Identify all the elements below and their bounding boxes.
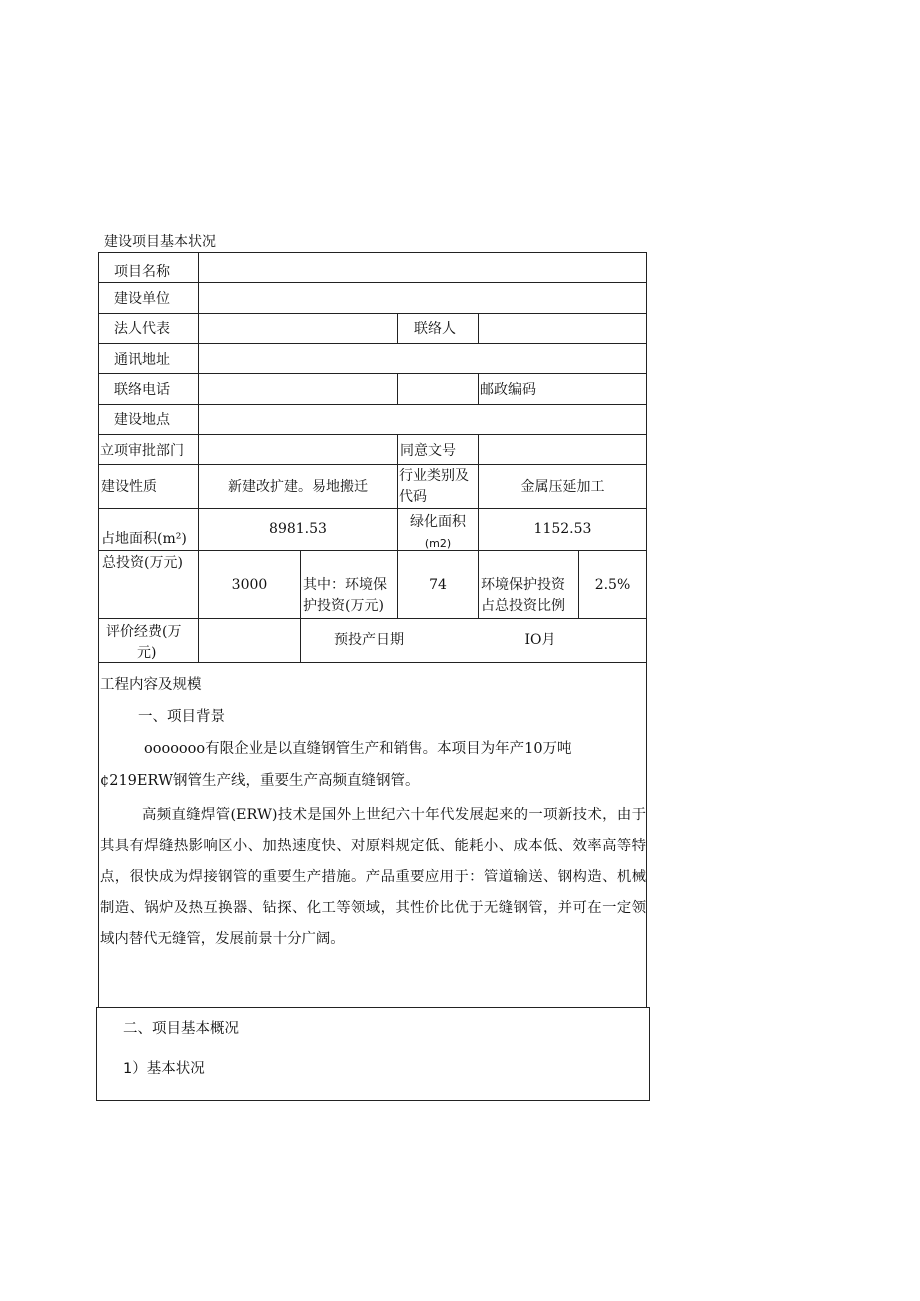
label-contact: 联络人 [414,321,456,337]
label-env-invest-1: 其中：环境保 [303,577,387,593]
label-industry-2: 代码 [399,489,427,505]
value-area: 8981.53 [269,521,327,537]
value-invest: 3000 [231,577,268,593]
label-eval-fee-2: 元) [137,645,157,661]
value-industry: 金属压延加工 [520,479,605,495]
label-legal-rep: 法人代表 [114,321,170,337]
content-heading: 工程内容及规模 [100,677,202,693]
col-divider [397,373,398,404]
label-green: 绿化面积 [410,514,466,530]
label-area: 占地面积(m²) [101,531,187,547]
section2-sub: 1）基本状况 [123,1061,205,1077]
col-divider [397,434,398,550]
label-industry-1: 行业类别及 [399,468,469,484]
row-divider [98,550,647,551]
label-eval-fee-1: 评价经费(万 [106,624,182,640]
label-approval-no: 同意文号 [400,443,456,459]
label-location: 建设地点 [114,412,170,428]
label-nature: 建设性质 [101,479,157,495]
label-postcode: 邮政编码 [480,382,536,398]
label-ratio-2: 占总投资比例 [481,598,565,614]
row-divider [98,343,647,344]
label-phone: 联络电话 [114,382,170,398]
row-divider [98,404,647,405]
col-divider [397,313,398,343]
section-title: 建设项目基本状况 [104,234,216,250]
row-divider [98,282,647,283]
col-divider [198,252,199,662]
value-start-date: IO月 [524,632,556,648]
label-green-unit: (m2) [424,537,452,550]
label-invest: 总投资(万元) [102,555,183,571]
value-env-invest: 74 [429,577,447,593]
paragraph-line: ¢219ERW钢管生产线，重要生产高频直缝钢管。 [100,773,420,789]
row-divider [98,434,647,435]
section2-heading: 二、项目基本概况 [123,1021,239,1037]
row-divider [98,662,647,663]
label-ratio-1: 环境保护投资 [481,577,565,593]
row-divider [98,373,647,374]
label-env-invest-2: 护投资(万元) [303,598,384,614]
row-divider [98,464,647,465]
label-address: 通讯地址 [114,352,170,368]
paragraph-line: ooooooo有限企业是以直缝钢管生产和销售。本项目为年产10万吨 [144,741,572,757]
col-divider [478,313,479,343]
value-ratio: 2.5% [594,577,631,593]
label-builder: 建设单位 [114,291,170,307]
row-divider [98,618,647,619]
content-sub-heading: 一、项目背景 [138,709,225,725]
label-approval-dept: 立项审批部门 [100,443,184,459]
label-start-date: 预投产日期 [334,632,404,648]
paragraph-background: 高频直缝焊管(ERW)技术是国外上世纪六十年代发展起来的一项新技术，由于其具有焊缝热影响区小、加热速度快、对原料规定低、能耗小、成本低、效率高等特点，很快成为焊接钢管的重要生产措施。产品重要应用于：管道输送、钢构造、机械制造、锅炉及热互换器、钻探、化工等领域，其性价比优于无缝钢管，并可在一定领域内替代无缝管，发展前景十分广阔。 [100,807,646,947]
value-nature: 新建改扩建。易地搬迁 [228,479,368,495]
col-divider [478,373,479,404]
row-divider [98,313,647,314]
col-divider [478,550,479,618]
label-project-name: 项目名称 [114,264,170,280]
row-divider [98,508,647,509]
value-green: 1152.53 [533,521,592,537]
